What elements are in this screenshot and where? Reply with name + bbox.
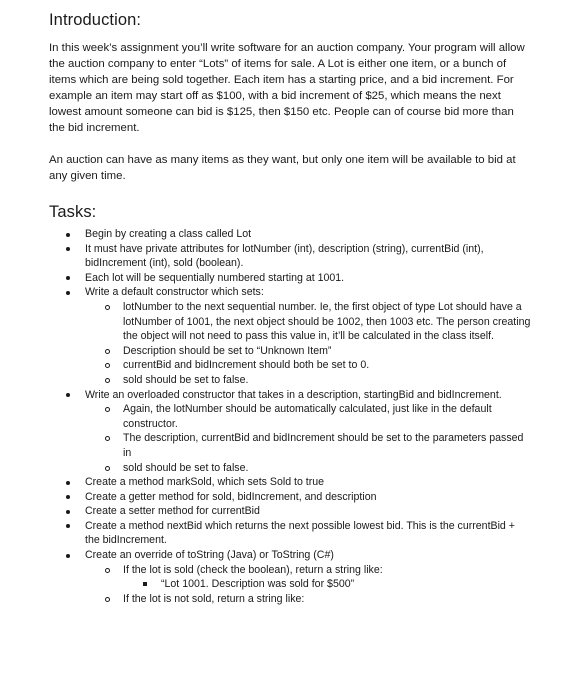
if-sold-sublist: [123, 577, 532, 592]
subtask-lotnumber-auto: Again, the lotNumber should be automatically calculated, just like in the default constructor.: [85, 402, 532, 431]
subtask-if-not-sold: If the lot is not sold, return a string like:: [85, 592, 532, 607]
task-item-private-attributes: It must have private attributes for lotNumber (int), description (string), currentBid (int), bidIncrement (int), sold (boolean).: [49, 242, 532, 271]
example-sold-string: “Lot 1001. Description was sold for $500”: [123, 577, 532, 592]
intro-paragraph-1: In this week’s assignment you’ll write software for an auction company. Your program will allow the auction company to enter “Lots” of items for sale. A Lot is either one item, or a bunch of items which are being sold together. Each item has a starting price, and a bid increment. For example an item may start off as $100, with a bid increment of $25, which means the next lowest amount someone can bid is $125, then $150 etc. People can of course bid more than the bid increment.: [49, 42, 525, 134]
task-item-create-class: Begin by creating a class called Lot: [49, 227, 532, 242]
subtask-if-sold-label: If the lot is sold (check the boolean), return a string like:: [123, 563, 383, 576]
intro-paragraph-2: An auction can have as many items as they want, but only one item will be available to bid at any given time.: [49, 154, 516, 182]
heading-introduction: Introduction:: [49, 11, 142, 29]
subtask-sold: sold should be set to false.: [85, 373, 532, 388]
heading-tasks: Tasks:: [49, 203, 97, 221]
overloaded-constructor-sublist: [85, 402, 532, 475]
task-item-overloaded-constructor: [49, 388, 532, 476]
task-item-getters: Create a getter method for sold, bidIncrement, and description: [49, 490, 532, 505]
task-list: [49, 227, 532, 606]
subtask-lotnumber: lotNumber to the next sequential number. Ie, the first object of type Lot should have a lotNumber of 1001, the next object should be 1002, then 1003 etc. The person creating the object will not need to pass this value in, it’ll be calculated in the class itself.: [85, 300, 532, 344]
task-item-default-constructor-label: Write a default constructor which sets:: [85, 286, 264, 299]
task-item-marksold: Create a method markSold, which sets Sold to true: [49, 475, 532, 490]
subtask-if-sold: [85, 563, 532, 592]
subtask-sold-false: sold should be set to false.: [85, 461, 532, 476]
subtask-currentbid: currentBid and bidIncrement should both be set to 0.: [85, 358, 532, 373]
task-item-setter: Create a setter method for currentBid: [49, 504, 532, 519]
task-item-nextbid: Create a method nextBid which returns the next possible lowest bid. This is the currentBid + the bidIncrement.: [49, 519, 532, 548]
task-item-tostring: [49, 548, 532, 606]
task-item-overloaded-constructor-label: Write an overloaded constructor that takes in a description, startingBid and bidIncrement.: [85, 388, 502, 401]
tostring-sublist: [85, 563, 532, 607]
task-item-default-constructor: [49, 285, 532, 387]
task-item-tostring-label: Create an override of toString (Java) or ToString (C#): [85, 549, 334, 562]
subtask-description: Description should be set to “Unknown Item”: [85, 344, 532, 359]
default-constructor-sublist: [85, 300, 532, 388]
subtask-parameters: The description, currentBid and bidIncrement should be set to the parameters passed in: [85, 431, 532, 460]
task-item-sequential-numbering: Each lot will be sequentially numbered starting at 1001.: [49, 271, 532, 286]
